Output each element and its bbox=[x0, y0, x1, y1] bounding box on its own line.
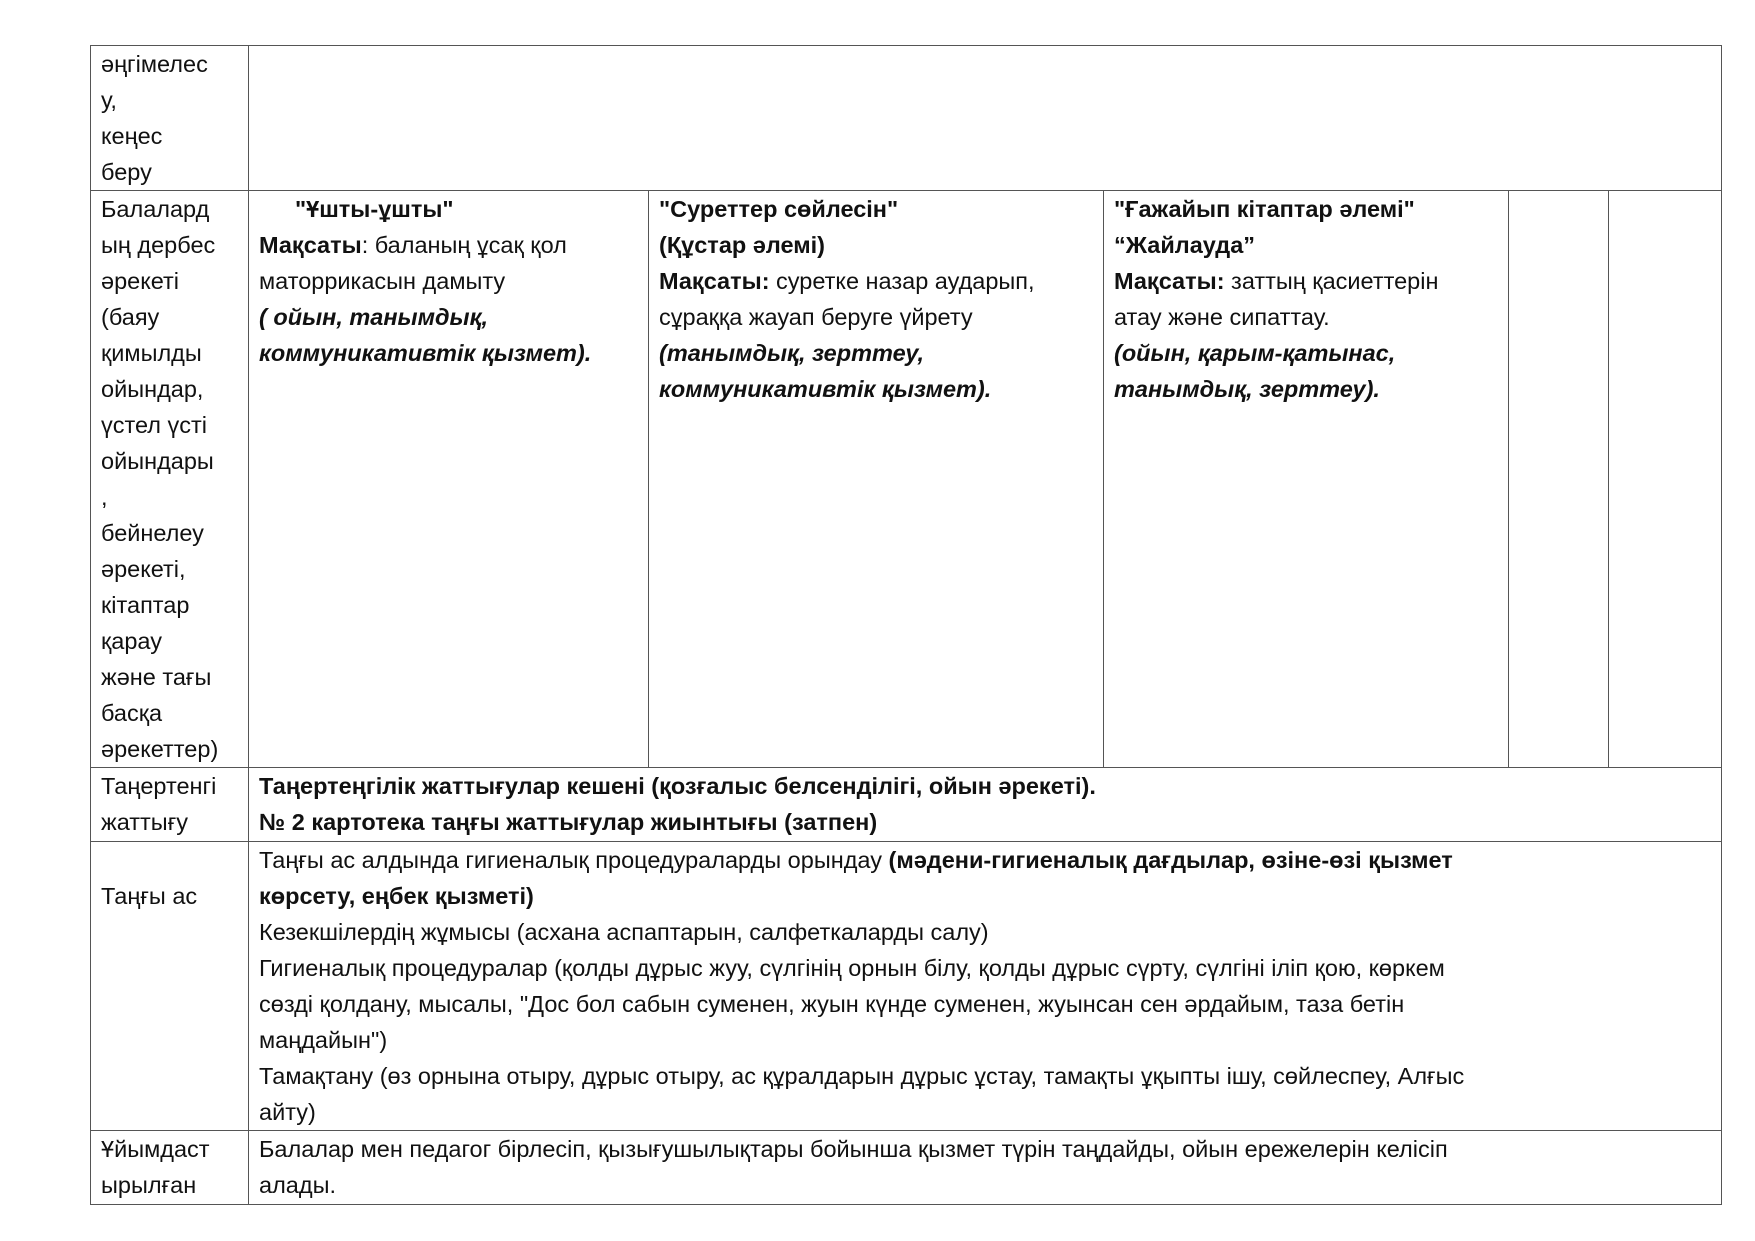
activity-cell-books bbox=[1104, 191, 1509, 768]
label-line: әрекеті bbox=[101, 268, 180, 294]
label-line: жаттығу bbox=[101, 809, 189, 835]
exercise-line: Таңертеңгілік жаттығулар кешені (қозғалыс белсенділігі, ойын әрекеті). bbox=[259, 773, 1096, 799]
label-line: , bbox=[101, 484, 108, 510]
activity-goal bbox=[1114, 263, 1498, 299]
paragraph-bold-text: көрсету, еңбек қызметі) bbox=[259, 883, 534, 909]
breakfast-paragraph bbox=[259, 842, 1711, 878]
exercise-line: № 2 картотека таңғы жаттығулар жиынтығы (затпен) bbox=[259, 809, 878, 835]
activity-title: "Ұшты-ұшты" bbox=[295, 196, 454, 222]
row-label-breakfast bbox=[91, 842, 249, 1131]
label-line: у, bbox=[101, 87, 117, 113]
breakfast-paragraph: Тамақтану (өз орнына отыру, дұрыс отыру, ас құралдарын дұрыс ұстау, тамақты ұқыпты ішу, сөйлеспеу, Алғыс bbox=[259, 1063, 1465, 1089]
row-content-breakfast bbox=[249, 842, 1722, 1131]
activity-title: "Ғажайып кітаптар әлемі" bbox=[1114, 196, 1415, 222]
label-line: әңгімелес bbox=[101, 51, 208, 77]
activity-subtitle: (Құстар әлемі) bbox=[659, 232, 825, 258]
breakfast-paragraph: Кезекшілердің жұмысы (асхана аспаптарын, салфеткаларды салу) bbox=[259, 919, 989, 945]
goal-text: суретке назар аударып, bbox=[769, 268, 1035, 294]
goal-text: маторрикасын дамыту bbox=[259, 268, 506, 294]
label-line: қарау bbox=[101, 628, 162, 654]
label-line: Ұйымдаст bbox=[101, 1136, 210, 1162]
activity-title: "Суреттер сөйлесін" bbox=[659, 196, 899, 222]
label-line: бейнелеу bbox=[101, 520, 204, 546]
label-line: Таңғы ас bbox=[101, 883, 198, 909]
activity-goal bbox=[659, 263, 1093, 299]
label-line: ырылған bbox=[101, 1172, 197, 1198]
row-content-organized bbox=[249, 1131, 1722, 1205]
activity-cell-empty-5 bbox=[1609, 191, 1722, 768]
activity-type: (танымдық, зерттеу, bbox=[659, 340, 925, 366]
label-line: кітаптар bbox=[101, 592, 190, 618]
activity-type: коммуникативтік қызмет). bbox=[259, 340, 592, 366]
breakfast-paragraph: айту) bbox=[259, 1099, 316, 1125]
activity-type: танымдық, зерттеу). bbox=[1114, 376, 1380, 402]
paragraph-bold-text: (мәдени-гигиеналық дағдылар, өзіне-өзі қызмет bbox=[888, 847, 1453, 873]
breakfast-paragraph: Гигиеналық процедуралар (қолды дұрыс жуу, сүлгінің орнын білу, қолды дұрыс сүрту, сүлгіні іліп қою, көркем bbox=[259, 955, 1445, 981]
label-line: үстел үсті bbox=[101, 412, 208, 438]
label-line: ойындар, bbox=[101, 376, 204, 402]
paragraph-text: Таңғы ас алдында гигиеналық процедураларды орындау bbox=[259, 847, 889, 873]
activity-type: ( ойын, танымдық, bbox=[259, 304, 489, 330]
label-line: ың дербес bbox=[101, 232, 216, 258]
goal-label: Мақсаты: bbox=[659, 268, 770, 294]
label-line: (баяу bbox=[101, 304, 160, 330]
label-line: әрекеті, bbox=[101, 556, 186, 582]
daily-plan-table bbox=[90, 45, 1722, 1205]
activity-cell-ushty bbox=[249, 191, 649, 768]
label-line: Балалард bbox=[101, 196, 210, 222]
breakfast-paragraph: маңдайын") bbox=[259, 1027, 388, 1053]
label-line: Таңертенгі bbox=[101, 773, 217, 799]
label-line: басқа bbox=[101, 700, 163, 726]
activity-type: (ойын, қарым-қатынас, bbox=[1114, 340, 1396, 366]
row-label-organized bbox=[91, 1131, 249, 1205]
row-independent-activity bbox=[91, 191, 1722, 768]
label-line: ойындары bbox=[101, 448, 214, 474]
row-breakfast bbox=[91, 842, 1722, 1131]
goal-text: атау және сипаттау. bbox=[1114, 304, 1330, 330]
row-label-morning-exercise bbox=[91, 768, 249, 842]
activity-cell-empty-4 bbox=[1509, 191, 1609, 768]
row-talk bbox=[91, 46, 1722, 191]
activity-goal bbox=[259, 227, 638, 263]
organized-text: алады. bbox=[259, 1172, 336, 1198]
label-line: әрекеттер) bbox=[101, 736, 219, 762]
row-label-independent-activity bbox=[91, 191, 249, 768]
row-organized bbox=[91, 1131, 1722, 1205]
goal-label: Мақсаты: bbox=[1114, 268, 1225, 294]
activity-subtitle: “Жайлауда” bbox=[1114, 232, 1256, 258]
goal-text: : баланың ұсақ қол bbox=[361, 232, 567, 258]
label-line: кеңес bbox=[101, 123, 163, 149]
label-line: және тағы bbox=[101, 664, 212, 690]
organized-text: Балалар мен педагог бірлесіп, қызығушылықтары бойынша қызмет түрін таңдайды, ойын ережелерін келісіп bbox=[259, 1136, 1448, 1162]
row-label-talk bbox=[91, 46, 249, 191]
label-line: беру bbox=[101, 159, 152, 185]
goal-text: сұраққа жауап беруге үйрету bbox=[659, 304, 973, 330]
row-morning-exercise bbox=[91, 768, 1722, 842]
row-content-morning-exercise bbox=[249, 768, 1722, 842]
activity-type: коммуникативтік қызмет). bbox=[659, 376, 992, 402]
activity-cell-pictures bbox=[649, 191, 1104, 768]
label-line: қимылды bbox=[101, 340, 202, 366]
row-content-talk bbox=[249, 46, 1722, 191]
breakfast-paragraph: сөзді қолдану, мысалы, "Дос бол сабын суменен, жуын күнде суменен, жуынсан сен әрдайым, таза бетін bbox=[259, 991, 1405, 1017]
goal-label: Мақсаты bbox=[259, 232, 362, 258]
goal-text: заттың қасиеттерін bbox=[1224, 268, 1439, 294]
